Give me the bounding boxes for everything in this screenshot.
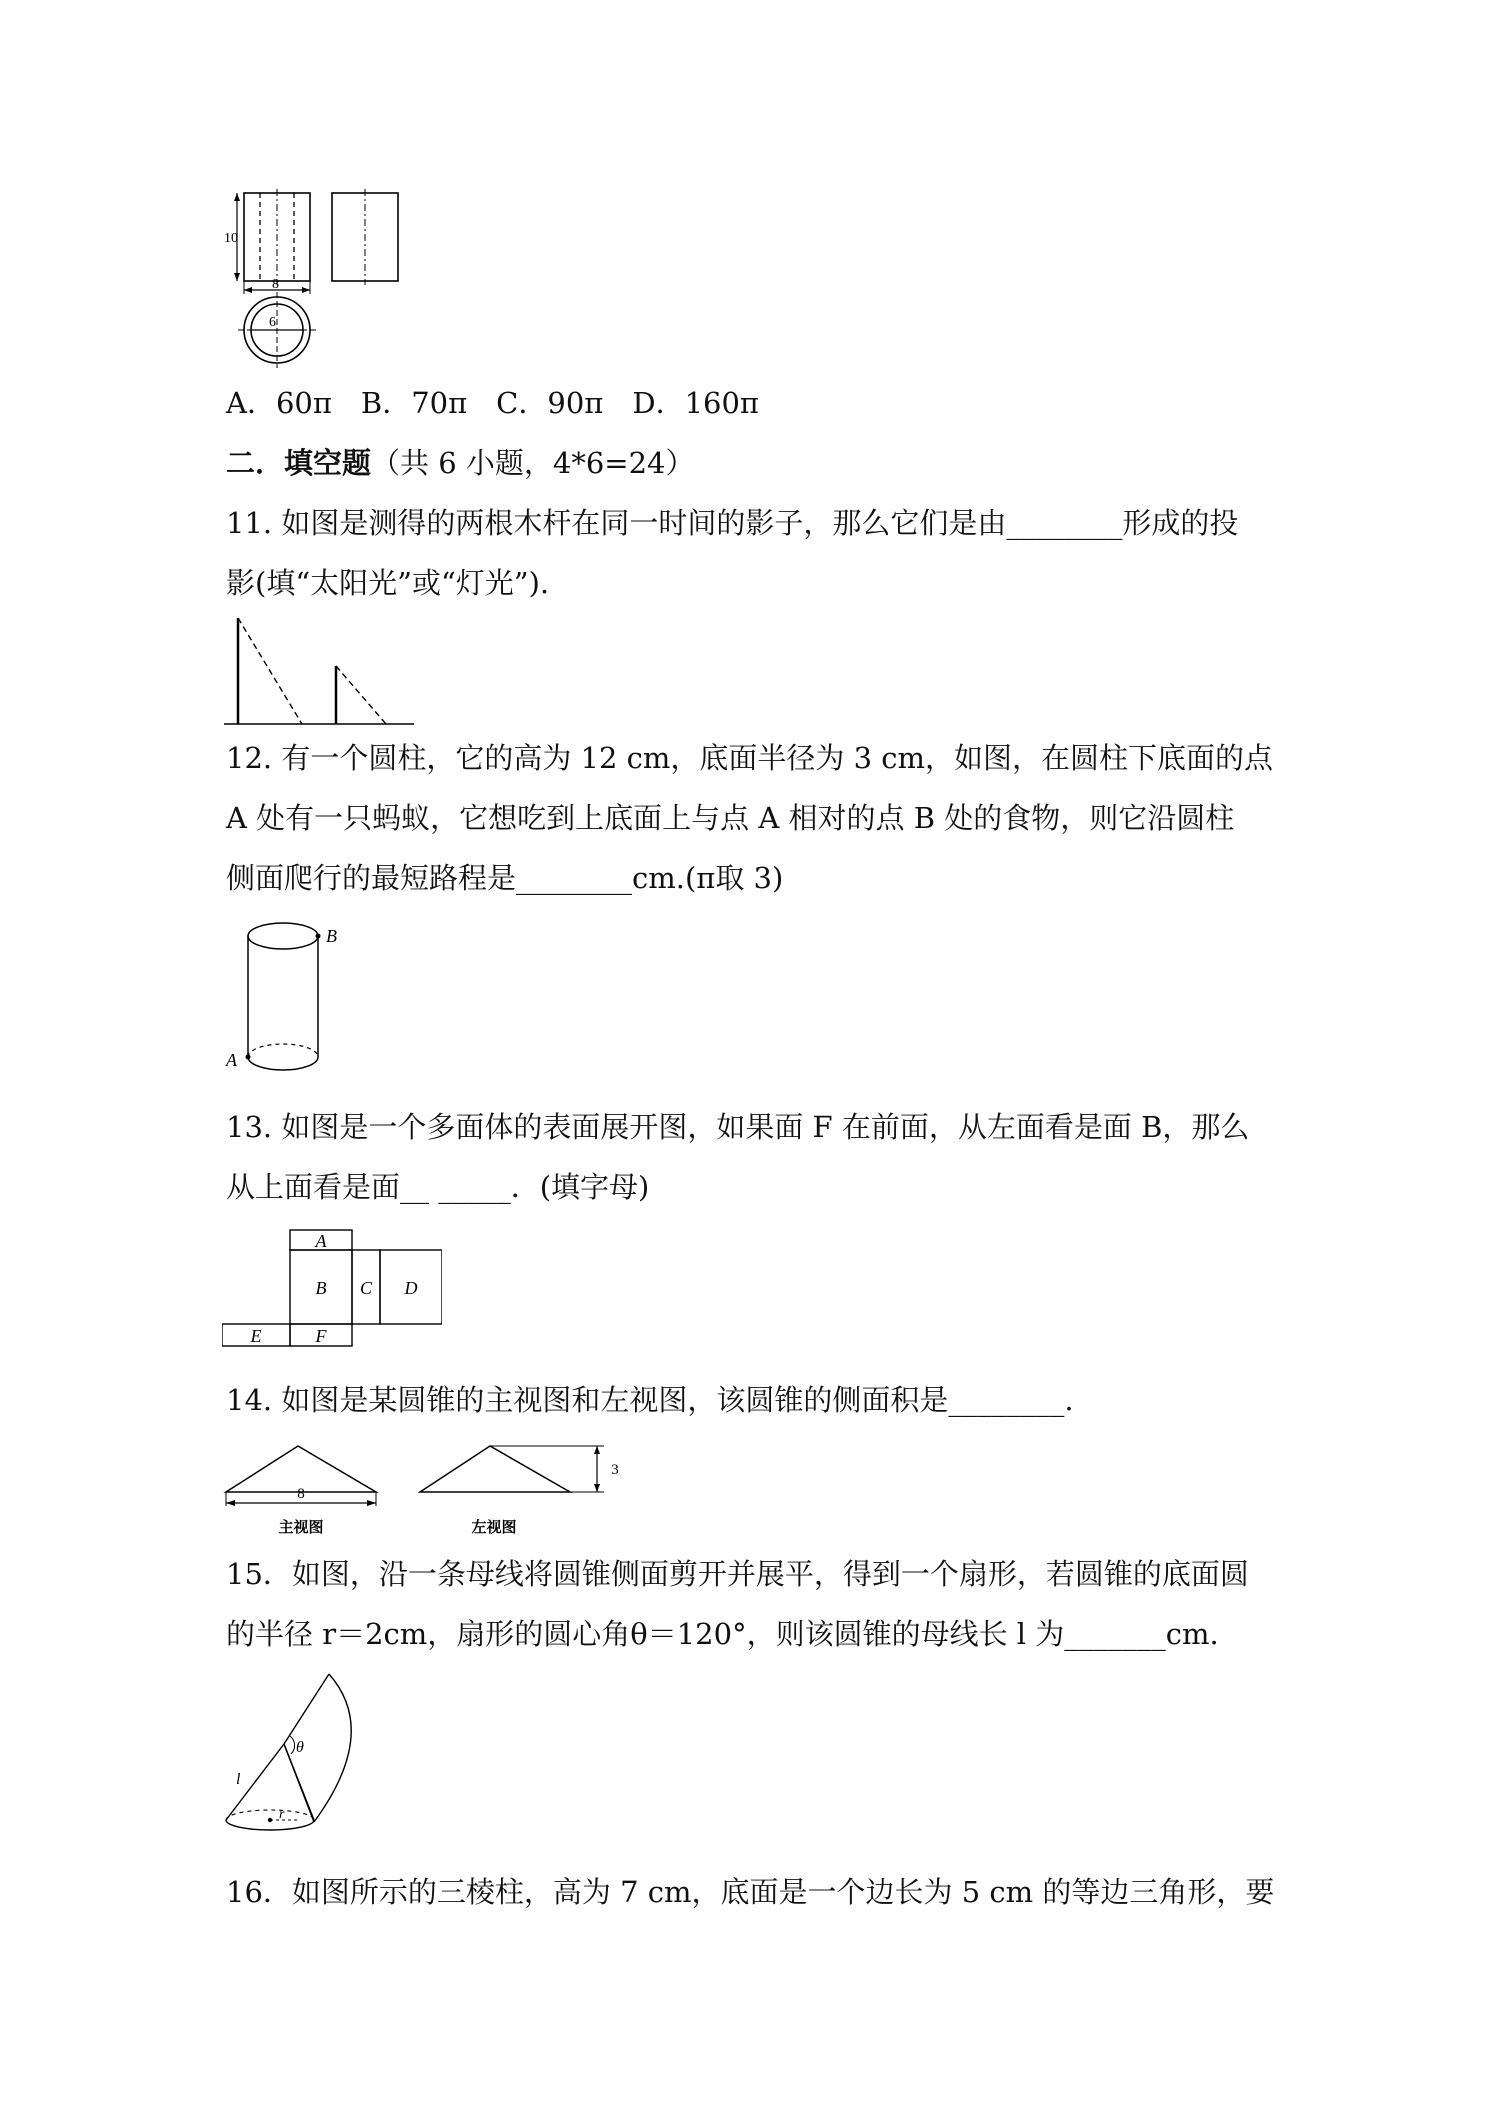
q12-label-a: A [226, 1050, 237, 1070]
q13-face-e: E [250, 1326, 262, 1346]
q13-line-2: 从上面看是面__ _____．(填字母) [226, 1170, 650, 1204]
q12-line-2: A 处有一只蚂蚁，它想吃到上底面上与点 A 相对的点 B 处的食物，则它沿圆柱 [226, 801, 1235, 835]
q10-options: A．60π B．70π C．90π D．160π [226, 386, 759, 420]
q11-shadow-figure [224, 612, 424, 730]
q10-dim-inner: 6 [269, 315, 276, 330]
q15-label-l: l [236, 1771, 241, 1788]
q12-cylinder-figure [222, 914, 342, 1084]
section-subtitle: （共 6 小题，4*6=24） [371, 446, 695, 480]
q15-line-2: 的半径 r＝2cm，扇形的圆心角θ＝120°，则该圆锥的母线长 l 为_______cm. [226, 1617, 1219, 1651]
q11-line-1: 11. 如图是测得的两根木杆在同一时间的影子，那么它们是由________形成的投 [226, 506, 1239, 540]
q14-label-front: 主视图 [278, 1520, 324, 1536]
q12-line-3: 侧面爬行的最短路程是________cm.(π取 3) [226, 861, 784, 895]
q15-label-theta: θ [296, 1739, 304, 1756]
section-title: 二．填空题 [226, 446, 372, 480]
q13-face-f: F [315, 1326, 327, 1346]
q11-line-2: 影(填“太阳光”或“灯光”). [226, 566, 550, 600]
q14-cone-views-figure [222, 1430, 632, 1542]
q13-face-d: D [404, 1278, 418, 1298]
q15-line-1: 15．如图，沿一条母线将圆锥侧面剪开并展平，得到一个扇形，若圆锥的底面圆 [226, 1557, 1249, 1591]
q15-label-r: r [279, 1807, 285, 1822]
q15-cone-sector-figure [222, 1672, 372, 1842]
q14-dim-height: 3 [611, 1462, 619, 1478]
q16-line-1: 16．如图所示的三棱柱，高为 7 cm，底面是一个边长为 5 cm 的等边三角形，要 [226, 1875, 1275, 1909]
q12-label-b: B [326, 926, 337, 946]
section-heading [226, 443, 695, 483]
q10-dim-width: 8 [272, 277, 279, 292]
q10-three-views-figure [220, 180, 410, 380]
q13-face-c: C [359, 1278, 373, 1298]
q13-line-1: 13. 如图是一个多面体的表面展开图，如果面 F 在前面，从左面看是面 B，那么 [226, 1110, 1250, 1144]
q12-line-1: 12. 有一个圆柱，它的高为 12 cm，底面半径为 3 cm，如图，在圆柱下底面的点 [226, 741, 1274, 775]
q10-dim-height: 10 [224, 231, 238, 246]
q13-face-b: B [315, 1278, 327, 1298]
q13-face-a: A [315, 1231, 327, 1251]
q14-line-1: 14. 如图是某圆锥的主视图和左视图，该圆锥的侧面积是________. [226, 1383, 1074, 1417]
q14-label-left: 左视图 [471, 1520, 517, 1536]
q13-net-figure [222, 1228, 442, 1348]
q14-dim-base: 8 [297, 1486, 305, 1502]
